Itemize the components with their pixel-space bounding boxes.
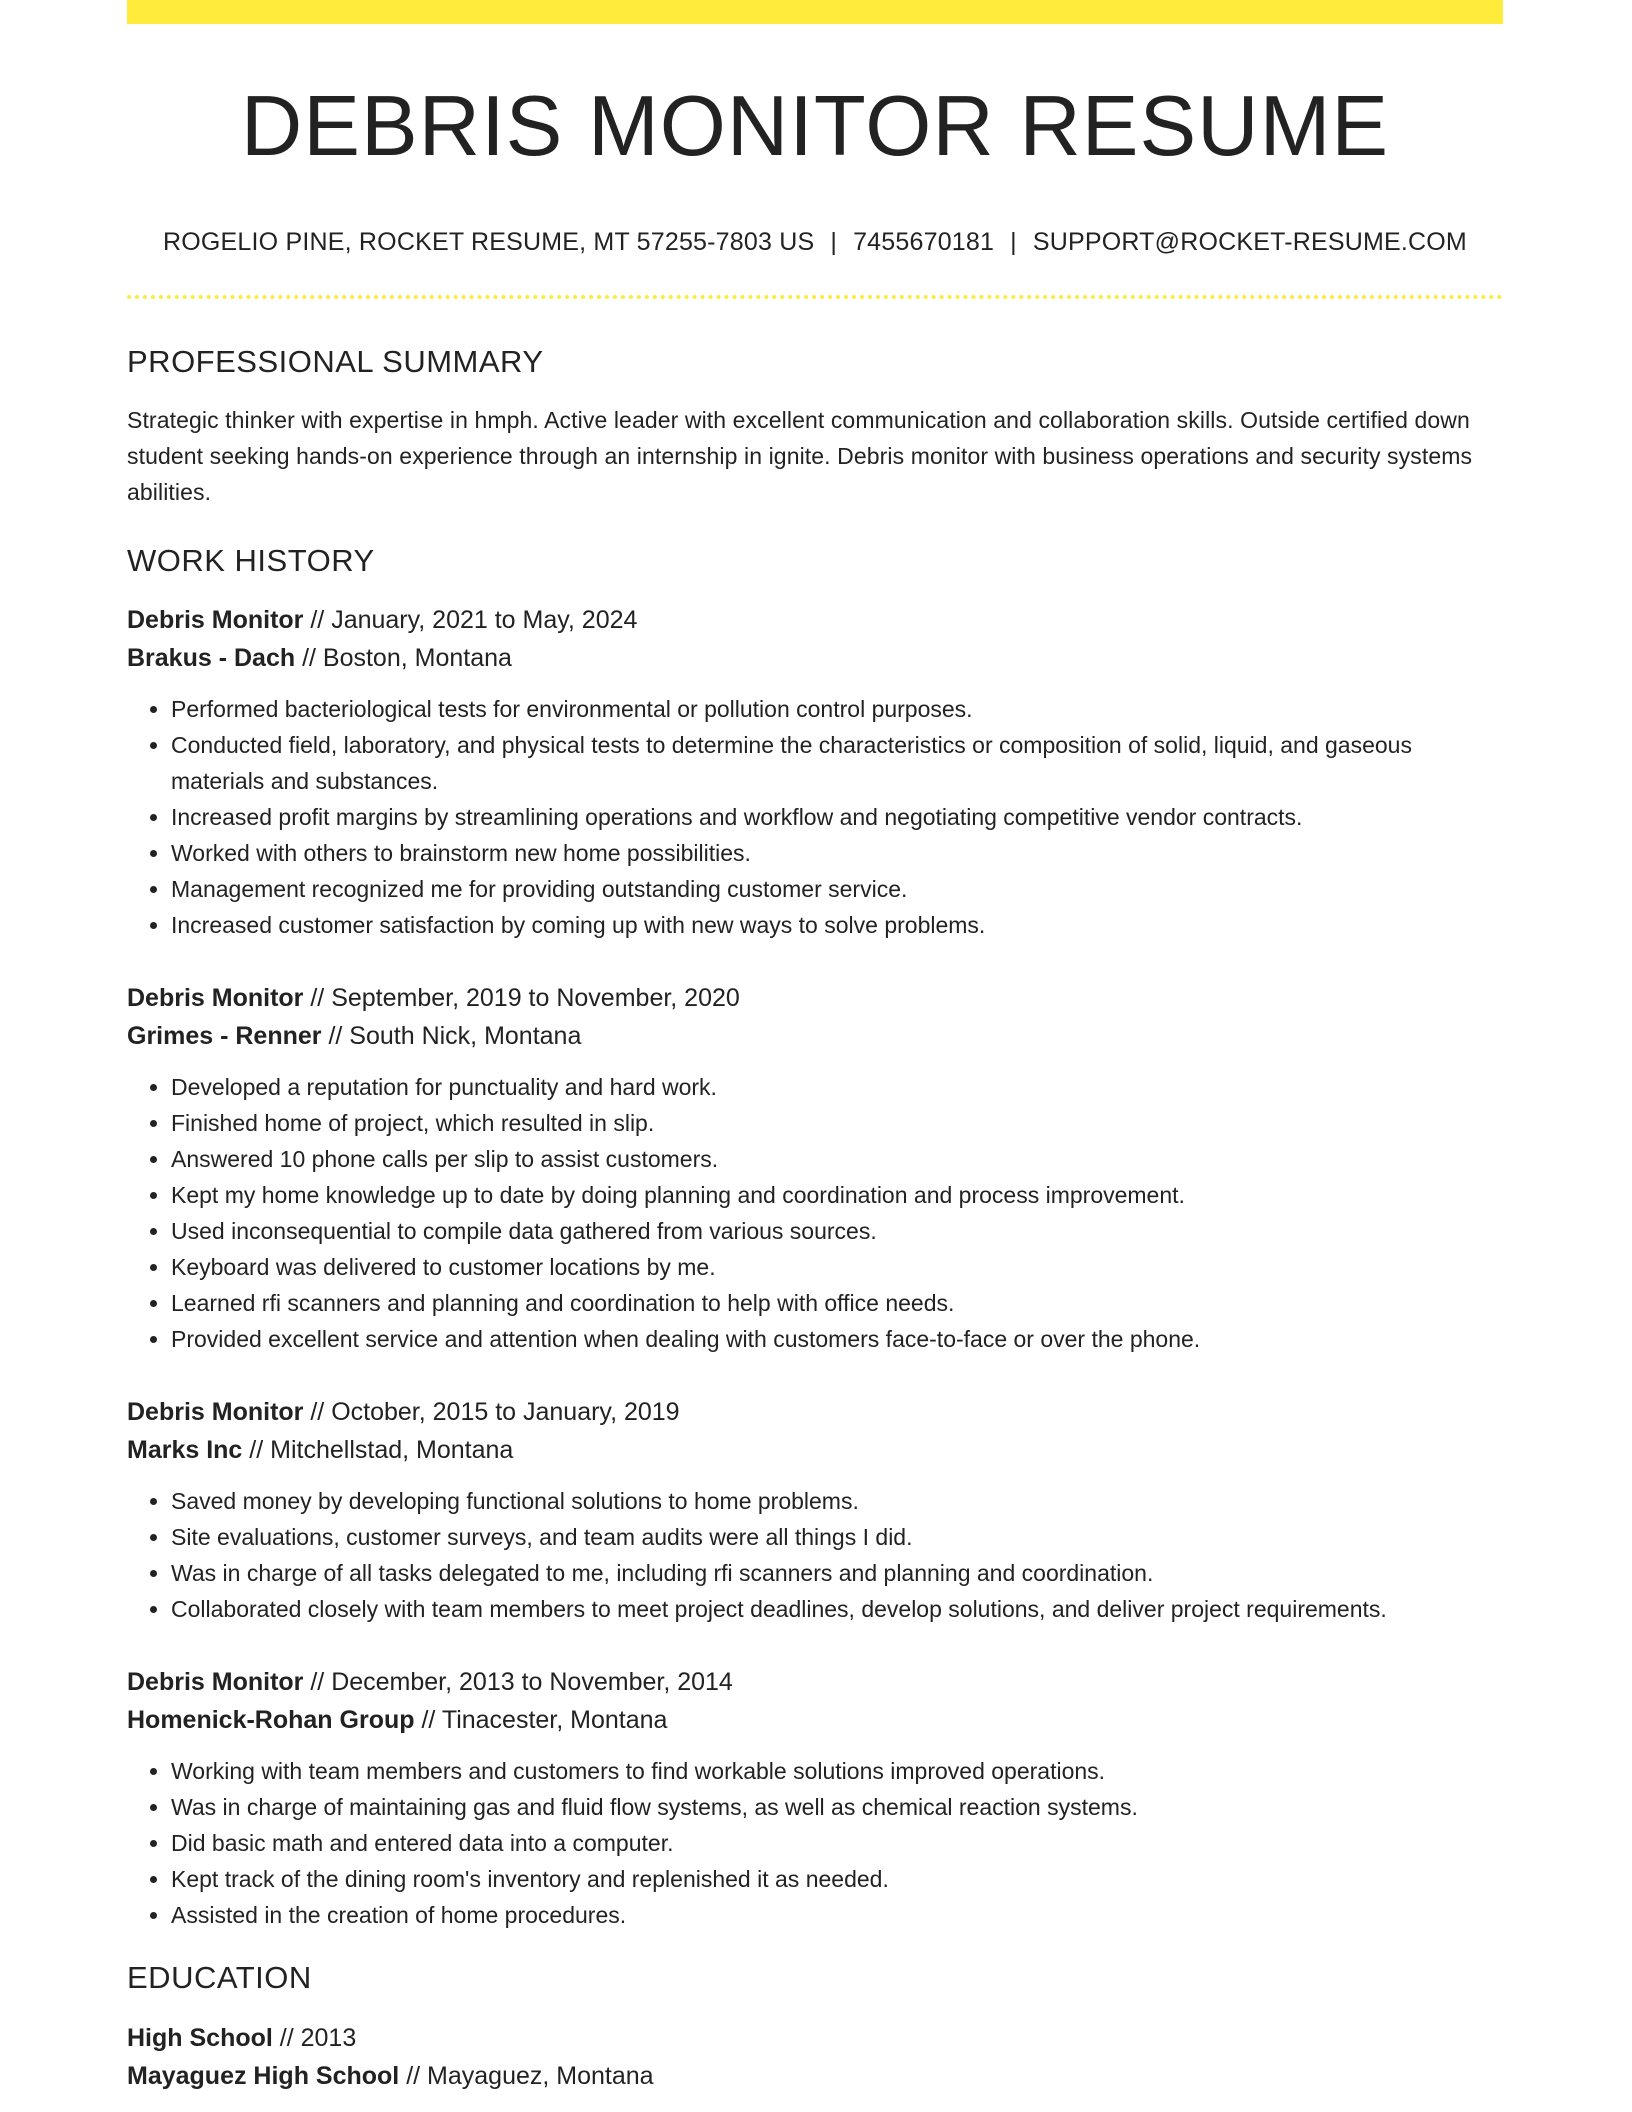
job-location: // South Nick, Montana [321, 1022, 582, 1051]
work-history-heading: WORK HISTORY [127, 543, 375, 579]
job-title-line [127, 601, 1503, 639]
job-bullet: • Keyboard was delivered to customer locations by me. [171, 1249, 1503, 1285]
education-location: // Mayaguez, Montana [399, 2061, 654, 2090]
job-bullet: • Collaborated closely with team members to meet project deadlines, develop solutions, and deliver project requirements. [171, 1591, 1503, 1627]
job-dates: // December, 2013 to November, 2014 [303, 1668, 733, 1697]
job-company: Grimes - Renner [127, 1022, 322, 1051]
job-company-line [127, 1431, 1503, 1469]
education-degree: High School [127, 2023, 273, 2052]
job-bullet: • Working with team members and customers to find workable solutions improved operations. [171, 1753, 1503, 1789]
contact-separator: | [1010, 228, 1017, 256]
job-entry [127, 1393, 1503, 1627]
summary-heading: PROFESSIONAL SUMMARY [127, 344, 544, 379]
job-bullet-list [127, 1483, 1503, 1627]
page-title: DEBRIS MONITOR RESUME [240, 79, 1390, 174]
top-accent-bar [127, 0, 1503, 24]
job-company: Homenick-Rohan Group [127, 1706, 415, 1735]
job-bullet: • Used inconsequential to compile data gathered from various sources. [171, 1213, 1503, 1249]
job-bullet: • Provided excellent service and attention when dealing with customers face-to-face or over the phone. [171, 1321, 1503, 1357]
job-dates: // October, 2015 to January, 2019 [303, 1398, 680, 1427]
job-entry [127, 601, 1503, 943]
resume-page [127, 0, 1503, 2095]
job-title-line [127, 979, 1503, 1017]
education-school: Mayaguez High School [127, 2061, 400, 2090]
job-entry [127, 979, 1503, 1357]
job-bullet: • Kept my home knowledge up to date by doing planning and coordination and process improvement. [171, 1177, 1503, 1213]
job-bullet: • Finished home of project, which resulted in slip. [171, 1105, 1503, 1141]
job-company-line [127, 1017, 1503, 1055]
job-entry [127, 1663, 1503, 1933]
job-bullet: • Kept track of the dining room's inventory and replenished it as needed. [171, 1861, 1503, 1897]
summary-text: Strategic thinker with expertise in hmph. Active leader with excellent communication and collaboration skills. Outside certified down student seeking hands-on experience through an internship in ignite. Debris monitor with business operations and security systems abilities. [127, 407, 1473, 506]
dotted-divider [127, 295, 1503, 299]
job-location: // Tinacester, Montana [414, 1706, 668, 1735]
education-entry [127, 2019, 1503, 2095]
job-company-line [127, 639, 1503, 677]
job-bullet: • Worked with others to brainstorm new home possibilities. [171, 835, 1503, 871]
job-bullet-list [127, 1753, 1503, 1933]
job-bullet: • Management recognized me for providing outstanding customer service. [171, 871, 1503, 907]
job-bullet: • Site evaluations, customer surveys, and team audits were all things I did. [171, 1519, 1503, 1555]
job-bullet: • Learned rfi scanners and planning and coordination to help with office needs. [171, 1285, 1503, 1321]
job-title-line [127, 1663, 1503, 1701]
job-location: // Mitchellstad, Montana [242, 1436, 514, 1465]
job-title: Debris Monitor [127, 606, 304, 635]
job-bullet-list [127, 1069, 1503, 1357]
job-bullet: • Assisted in the creation of home procedures. [171, 1897, 1503, 1933]
job-bullet: • Did basic math and entered data into a computer. [171, 1825, 1503, 1861]
job-bullet-list [127, 691, 1503, 943]
job-bullet: • Performed bacteriological tests for environmental or pollution control purposes. [171, 691, 1503, 727]
job-company: Marks Inc [127, 1436, 243, 1465]
job-title: Debris Monitor [127, 1398, 304, 1427]
job-bullet: • Increased customer satisfaction by coming up with new ways to solve problems. [171, 907, 1503, 943]
job-bullet: • Conducted field, laboratory, and physical tests to determine the characteristics or composition of solid, liquid, and gaseous materials and substances. [171, 727, 1503, 799]
education-degree-line [127, 2019, 1503, 2057]
contact-phone: 7455670181 [853, 228, 995, 256]
job-bullet: • Saved money by developing functional solutions to home problems. [171, 1483, 1503, 1519]
job-dates: // September, 2019 to November, 2020 [303, 984, 740, 1013]
job-bullet: • Was in charge of maintaining gas and fluid flow systems, as well as chemical reaction systems. [171, 1789, 1503, 1825]
contact-line [127, 227, 1503, 257]
education-year: // 2013 [272, 2023, 357, 2052]
job-dates: // January, 2021 to May, 2024 [303, 606, 638, 635]
job-location: // Boston, Montana [295, 644, 512, 673]
job-bullet: • Increased profit margins by streamlining operations and workflow and negotiating competitive vendor contracts. [171, 799, 1503, 835]
job-company: Brakus - Dach [127, 644, 296, 673]
job-title: Debris Monitor [127, 1668, 304, 1697]
job-company-line [127, 1701, 1503, 1739]
job-bullet: • Developed a reputation for punctuality and hard work. [171, 1069, 1503, 1105]
job-bullet: • Was in charge of all tasks delegated to me, including rfi scanners and planning and coordination. [171, 1555, 1503, 1591]
contact-separator: | [830, 228, 838, 256]
contact-email: SUPPORT@ROCKET-RESUME.COM [1032, 228, 1467, 256]
job-title: Debris Monitor [127, 984, 304, 1013]
education-school-line [127, 2057, 1503, 2095]
education-list [127, 2019, 1503, 2095]
education-heading: EDUCATION [127, 1960, 312, 1996]
contact-address: ROGELIO PINE, ROCKET RESUME, MT 57255-7803 US [163, 228, 815, 256]
work-history-list [127, 601, 1503, 1933]
job-title-line [127, 1393, 1503, 1431]
job-bullet: • Answered 10 phone calls per slip to assist customers. [171, 1141, 1503, 1177]
